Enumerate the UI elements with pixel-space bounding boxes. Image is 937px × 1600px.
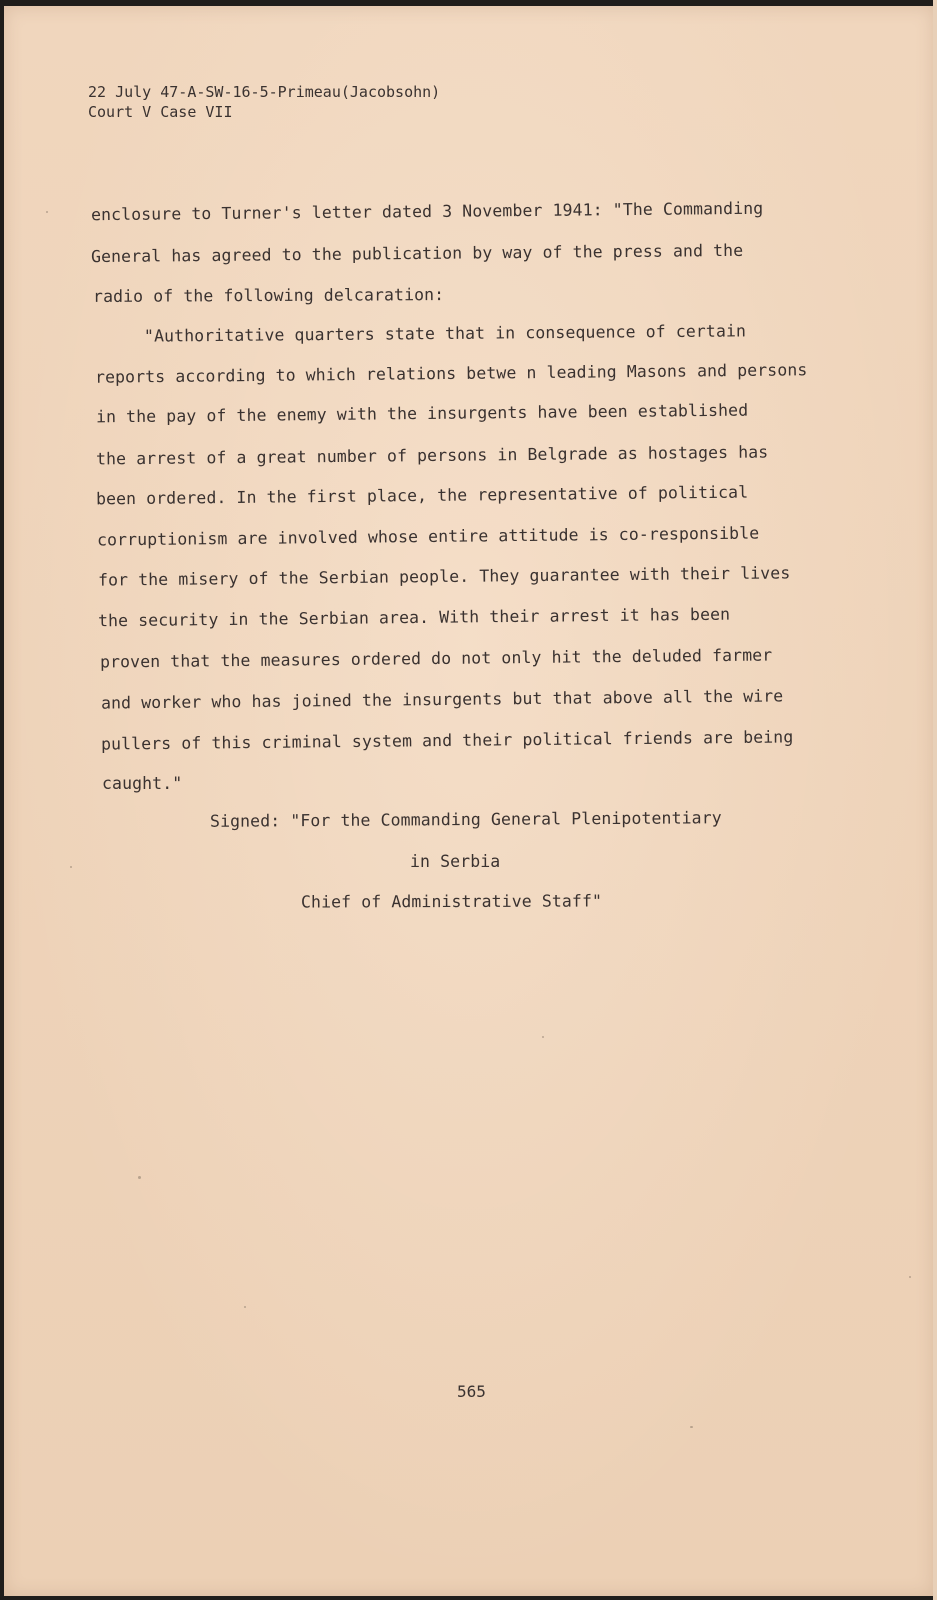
paper-speck [138, 1176, 141, 1179]
document-page [4, 6, 934, 1596]
body-line-13: and worker who has joined the insurgents but that above all the wire [100, 686, 784, 713]
page-number: 565 [457, 1382, 486, 1401]
signature-line-3: Chief of Administrative Staff" [300, 891, 603, 912]
page-edge [933, 0, 937, 1600]
body-line-8: been ordered. In the first place, the representative of political [95, 482, 749, 509]
paper-speck [909, 1276, 911, 1278]
paper-speck [244, 1306, 246, 1308]
document-reference: 22 July 47-A-SW-16-5-Primeau(Jacobsohn) [88, 83, 441, 101]
body-line-10: for the misery of the Serbian people. They guarantee with their lives [97, 563, 791, 590]
body-line-3: radio of the following delcaration: [92, 285, 445, 306]
signature-line-1: Signed: "For the Commanding General Plenipotentiary [209, 808, 722, 831]
paper-speck [46, 211, 48, 213]
body-line-12: proven that the measures ordered do not only hit the deluded farmer [99, 645, 773, 672]
body-line-1: enclosure to Turner's letter dated 3 November 1941: "The Commanding [90, 198, 764, 225]
body-line-11: the security in the Serbian area. With their arrest it has been [97, 604, 731, 631]
court-case-line: Court V Case VII [88, 103, 233, 121]
paper-speck [70, 866, 72, 868]
body-line-14: pullers of this criminal system and their political friends are being [100, 727, 794, 754]
body-line-7: the arrest of a great number of persons in Belgrade as hostages has [95, 442, 769, 469]
body-line-9: corruptionism are involved whose entire attitude is co-responsible [96, 523, 760, 550]
paper-speck [542, 1036, 544, 1038]
paper-speck [690, 1426, 693, 1428]
body-line-6: in the pay of the enemy with the insurgents have been established [95, 400, 749, 427]
body-line-2: General has agreed to the publication by way of the press and the [90, 240, 744, 267]
body-line-5: reports according to which relations betwe n leading Masons and persons [94, 360, 808, 387]
signature-line-2: in Serbia [410, 852, 501, 871]
body-line-15: caught." [102, 774, 183, 793]
body-line-4: "Authoritative quarters state that in consequence of certain [143, 321, 747, 346]
